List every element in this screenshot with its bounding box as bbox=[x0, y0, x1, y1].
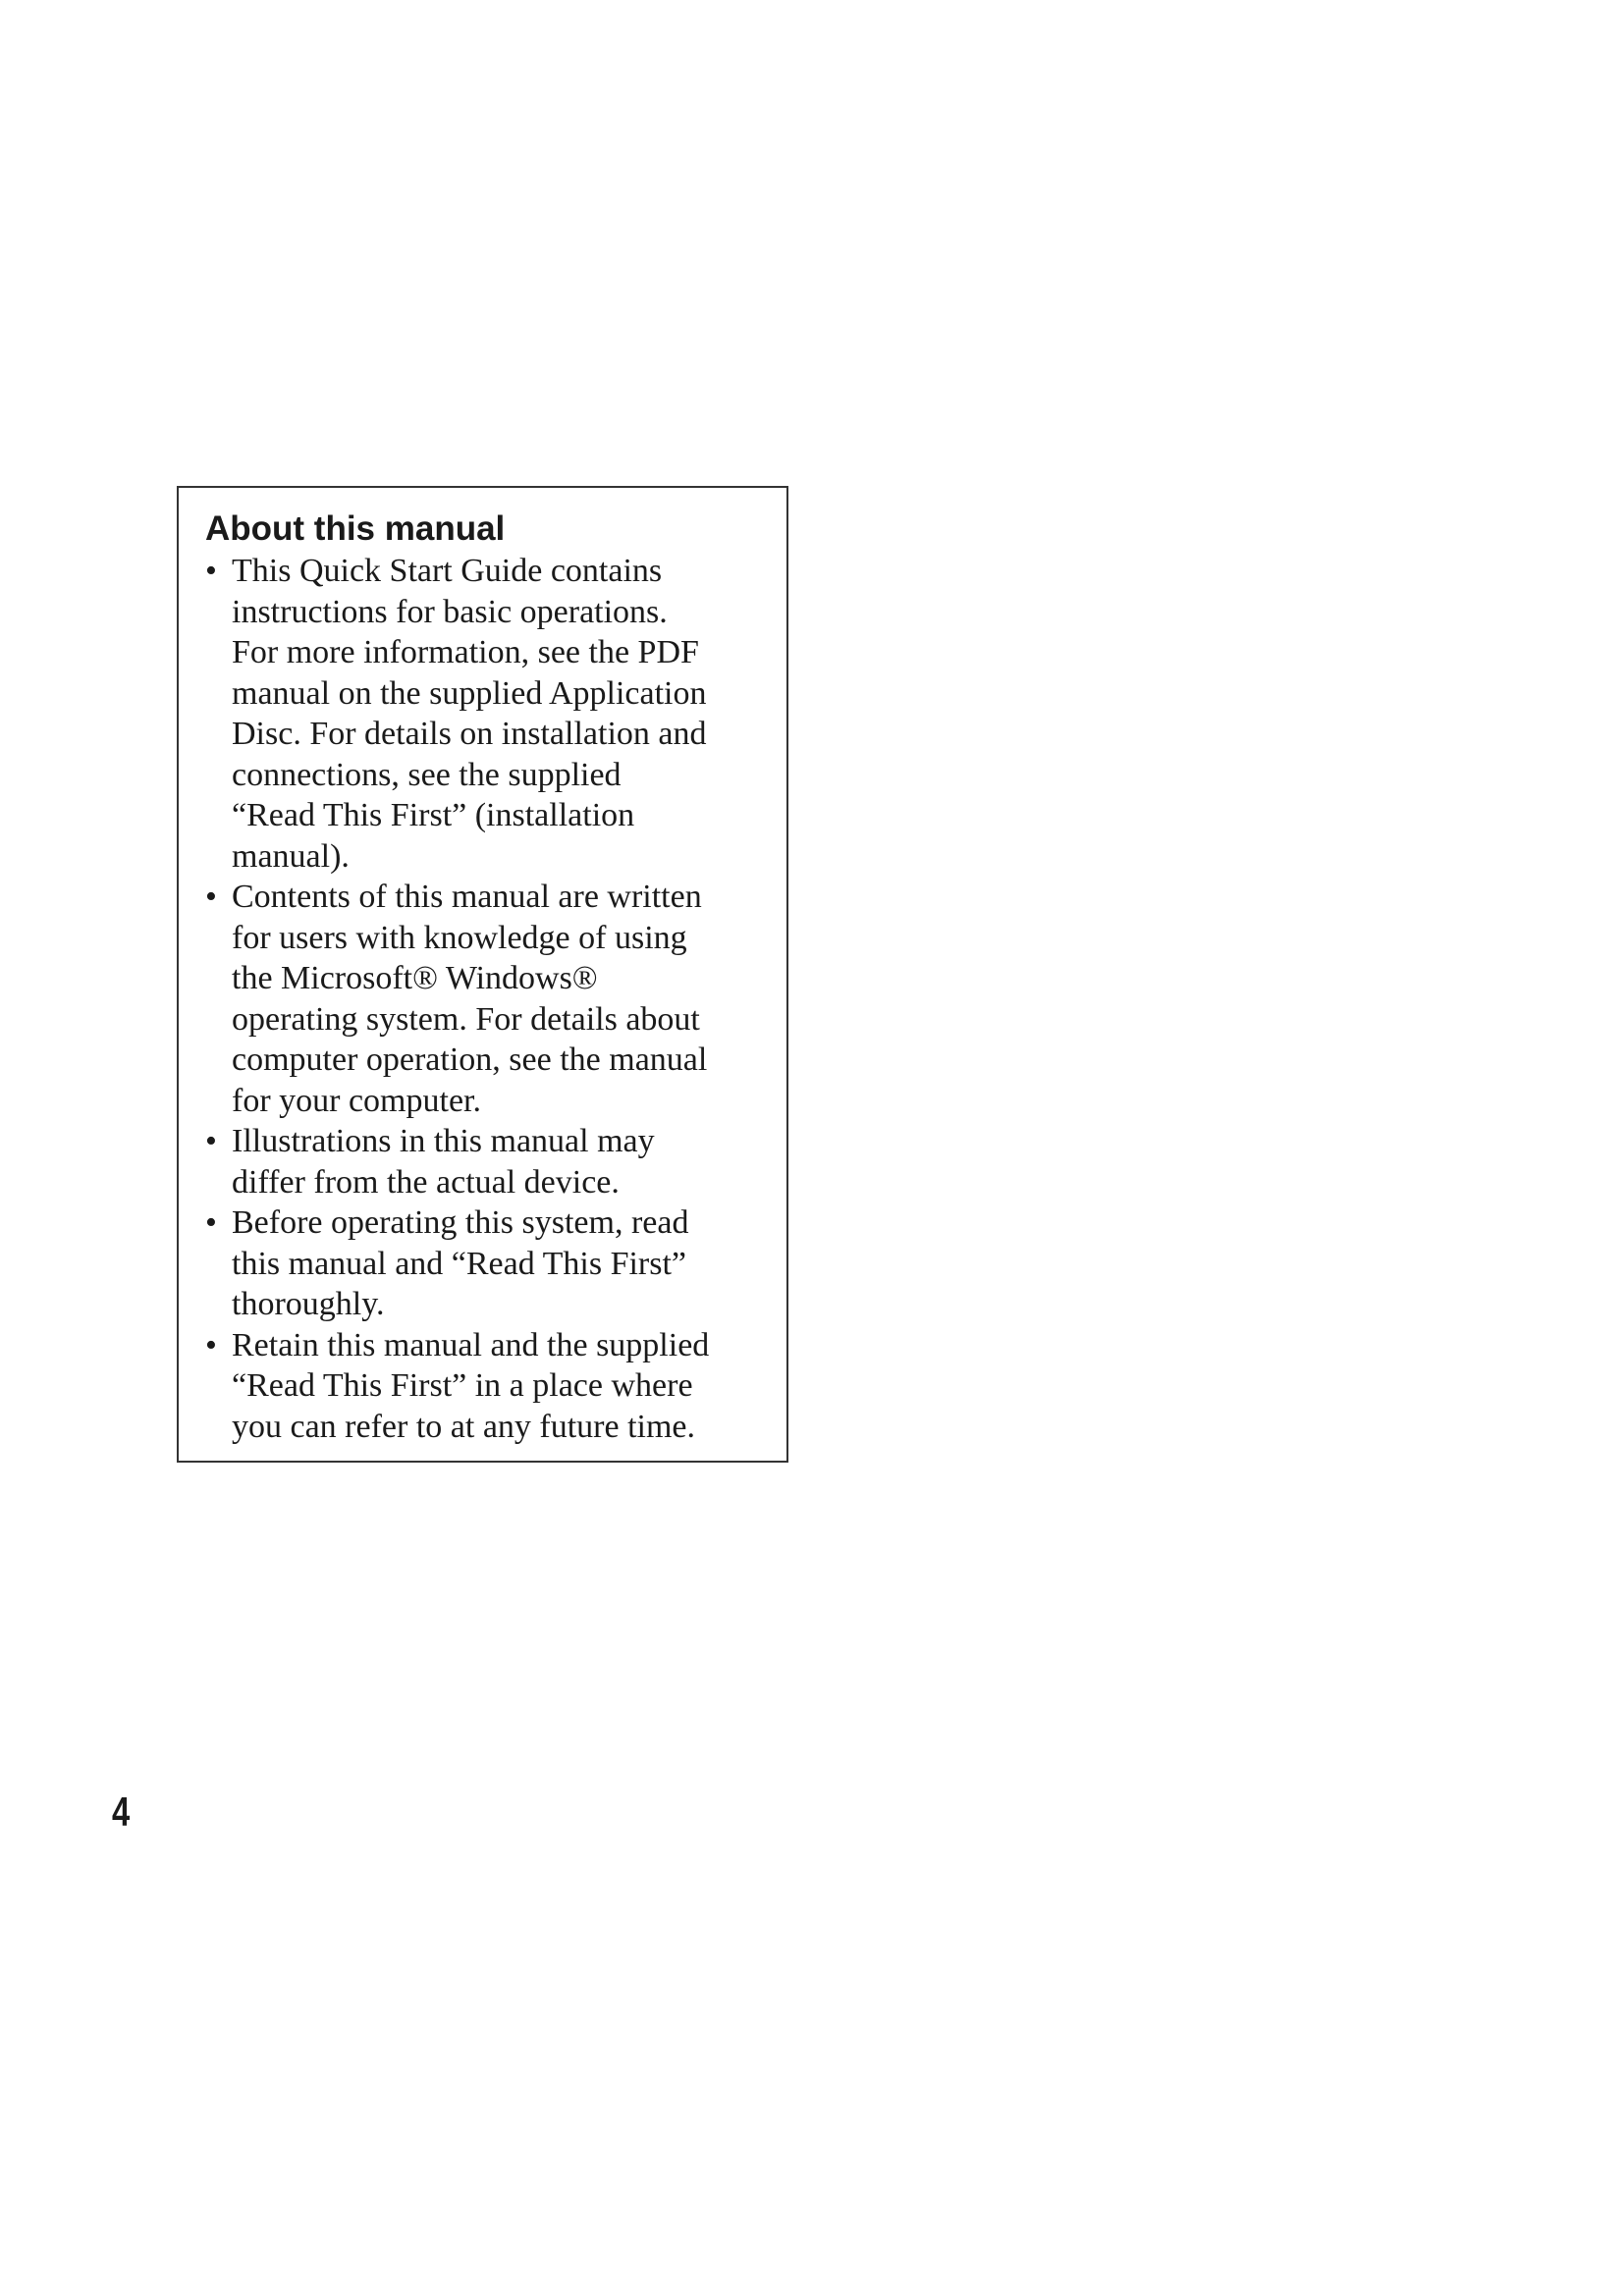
page-number: 4 bbox=[112, 1789, 131, 1835]
text-line: Illustrations in this manual may bbox=[232, 1123, 655, 1159]
list-item-text bbox=[232, 1325, 767, 1448]
text-line: differ from the actual device. bbox=[232, 1163, 620, 1201]
bullet-marker: • bbox=[205, 1123, 217, 1159]
text-line: computer operation, see the manual bbox=[232, 1041, 708, 1078]
text-line: for users with knowledge of using bbox=[232, 919, 687, 956]
list-item-text bbox=[232, 1202, 767, 1325]
bullet-list bbox=[205, 551, 767, 1447]
text-line: connections, see the supplied bbox=[232, 756, 622, 793]
text-line: you can refer to at any future time. bbox=[232, 1408, 696, 1445]
text-line: this manual and “Read This First” bbox=[232, 1245, 687, 1282]
text-line: “Read This First” in a place where bbox=[232, 1367, 693, 1404]
text-line: For more information, see the PDF bbox=[232, 634, 699, 670]
bullet-marker: • bbox=[205, 1326, 217, 1363]
list-item-text bbox=[232, 1121, 767, 1202]
text-line: Contents of this manual are written bbox=[232, 879, 702, 915]
bullet-marker: • bbox=[205, 879, 217, 915]
box-heading: About this manual bbox=[205, 509, 506, 548]
text-line: This Quick Start Guide contains bbox=[232, 553, 663, 589]
list-item-text bbox=[232, 551, 767, 877]
text-line: operating system. For details about bbox=[232, 1000, 700, 1038]
list-item bbox=[205, 1202, 767, 1325]
text-line: the Microsoft® Windows® bbox=[232, 960, 598, 996]
list-item bbox=[205, 1121, 767, 1202]
text-line: Disc. For details on installation and bbox=[232, 716, 707, 752]
bullet-marker: • bbox=[205, 553, 217, 589]
text-line: for your computer. bbox=[232, 1082, 481, 1119]
text-line: “Read This First” (installation bbox=[232, 797, 635, 833]
text-line: manual). bbox=[232, 837, 350, 875]
list-item bbox=[205, 551, 767, 877]
text-line: manual on the supplied Application bbox=[232, 674, 707, 712]
text-line: instructions for basic operations. bbox=[232, 593, 668, 630]
about-manual-box bbox=[177, 486, 788, 1463]
text-line: Retain this manual and the supplied bbox=[232, 1326, 710, 1363]
bullet-marker: • bbox=[205, 1204, 217, 1241]
list-item-text bbox=[232, 877, 767, 1121]
list-item bbox=[205, 877, 767, 1121]
list-item bbox=[205, 1325, 767, 1448]
text-line: Before operating this system, read bbox=[232, 1204, 689, 1241]
text-line: thoroughly. bbox=[232, 1286, 385, 1322]
